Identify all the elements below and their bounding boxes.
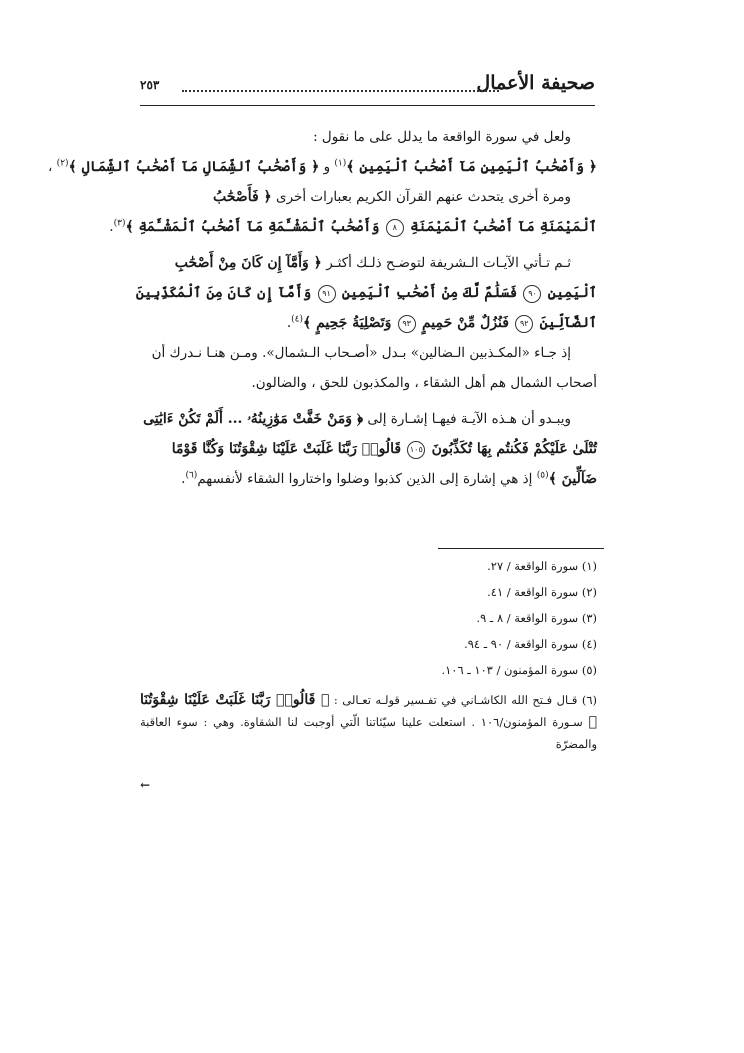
text-line — [109, 212, 597, 242]
quran-quote: ﴿ فَأَصْحَٰبُ — [213, 189, 272, 205]
quran-quote: فَنُزُلٌ مِّنْ حَمِيمٍ — [421, 315, 509, 331]
footnote-ref: (١) — [334, 158, 347, 169]
footnote: (٤) سورة الواقعة / ٩٠ ـ ٩٤. — [464, 637, 597, 651]
ayah-number-marker: ٨ — [386, 219, 404, 237]
text-line: ولعل في سورة الواقعة ما يدلل على ما نقول : — [313, 129, 571, 145]
footnote: (٣) سورة الواقعة / ٨ ـ ٩. — [476, 611, 597, 625]
footnote-text: (٦) قـال فـتح الله الكاشـاني في تفـسير قولـه تعـالى : — [333, 693, 598, 707]
header-leader-dots — [182, 90, 499, 92]
ayah-number-marker: ٩٢ — [515, 315, 533, 333]
paragraph-6 — [140, 404, 597, 494]
text-line — [140, 182, 597, 212]
punctuation: ، — [48, 159, 57, 175]
paragraph-1 — [140, 122, 597, 152]
quran-quote: ﴿ وَمَنْ خَفَّتْ مَوَٰزِينُهُۥ ... أَلَمْ تَكُنْ ءَايَٰتِى — [143, 411, 364, 427]
footnote-ref: (٤) — [291, 314, 304, 325]
quran-quote: قَالُوا۟ رَبَّنَا غَلَبَتْ عَلَيْنَا شِقْوَتُنَا وَكُنَّا قَوْمًا — [171, 441, 402, 457]
body-text: ومرة أخرى يتحدث عنهم القرآن الكريم بعبارات أخرى — [276, 189, 571, 205]
quran-quote: ٱلْيَمِينِ — [547, 285, 597, 301]
quran-quote: ٱلْمَيْمَنَةِ مَآ أَصْحَٰبُ ٱلْمَيْمَنَةِ — [410, 219, 597, 235]
text-line — [135, 278, 597, 308]
quran-quote: ﴿ وَأَمَّآ إِن كَانَ مِنْ أَصْحَٰبِ — [174, 255, 322, 271]
body-text: ويبـدو أن هـذه الآيـة فيهـا إشـارة إلى — [367, 411, 571, 427]
body-text: ثـم تـأتي الآيـات الـشريفة لتوضـح ذلـك أكثـر — [326, 255, 571, 271]
running-header — [140, 72, 595, 106]
footnotes-separator — [438, 548, 604, 549]
quran-quote: فَسَلَٰمٌ لَّكَ مِنْ أَصْحَٰبِ ٱلْيَمِينِ — [341, 285, 518, 301]
text-line — [48, 152, 597, 182]
punctuation: . — [286, 315, 292, 331]
punctuation: . — [181, 471, 186, 487]
footnote: (٥) سورة المؤمنون / ١٠٣ ـ ١٠٦. — [441, 663, 597, 677]
paragraph-2 — [48, 152, 597, 182]
footnote: (٢) سورة الواقعة / ٤١. — [487, 585, 597, 599]
quran-quote: وَأَصْحَٰبُ ٱلْمَشْـَٔمَةِ مَآ أَصْحَٰبُ ٱلْمَشْـَٔمَةِ ﴾ — [125, 219, 380, 235]
text-line: أصحاب الشمال هم أهل الشقاء ، والمكذبون للحق ، والضالون. — [251, 375, 597, 391]
conjunction: و — [319, 159, 335, 175]
text-line — [140, 434, 597, 464]
footnote: (١) سورة الواقعة / ٢٧. — [487, 559, 597, 573]
quran-quote: وَتَصْلِيَةُ جَحِيمٍ ﴾ — [303, 315, 392, 331]
text-line — [140, 464, 597, 494]
continue-arrow-icon: ← — [140, 778, 151, 792]
paragraph-3 — [109, 182, 597, 242]
header-title: صحيفة الأعمال — [476, 72, 595, 94]
text-line — [140, 404, 597, 434]
main-text — [48, 122, 597, 494]
footnote-long — [140, 689, 597, 755]
page-number: ٢٥٣ — [140, 78, 160, 92]
paragraph-4 — [135, 248, 597, 338]
footnotes — [140, 553, 597, 755]
footnote-ref: (٢) — [56, 158, 69, 169]
quran-quote: وَأَمَّآ إِن كَانَ مِنَ ٱلْمُكَذِّبِينَ — [135, 285, 312, 301]
ayah-number-marker: ٩٠ — [523, 285, 541, 303]
ayah-number-marker: ١٠٥ — [407, 441, 425, 459]
paragraph-5 — [140, 338, 597, 398]
text-line — [140, 308, 597, 338]
footnote-text: سـورة المؤمنون/١٠٦ . استعلت علينا سيّئاتنا الّتي أوجبت لنا الشقاوة. وهي : سوء العاقبة والمضرّة — [140, 715, 597, 751]
header-rule — [140, 105, 595, 106]
quran-quote: ضَآلِّينَ ﴾ — [548, 471, 597, 487]
text-line — [140, 248, 597, 278]
body-text: إذ هي إشارة إلى الذين كذبوا وضلوا واختاروا الشقاء لأنفسهم — [197, 471, 537, 487]
footnote-ref: (٣) — [113, 218, 126, 229]
quran-quote: ﴿ وَأَصْحَٰبُ ٱلشِّمَالِ مَآ أَصْحَٰبُ ٱلشِّمَالِ ﴾ — [68, 159, 320, 175]
ayah-number-marker: ٩١ — [318, 285, 336, 303]
punctuation: . — [109, 219, 114, 235]
quran-quote: تُتْلَىٰ عَلَيْكُمْ فَكُنتُم بِهَا تُكَذِّبُونَ — [431, 441, 597, 457]
text-line: إذ جـاء «المكـذبين الـضالين» بـدل «أصـحاب الـشمال». ومـن هنـا نـدرك أن — [151, 345, 571, 361]
footnote-ref: (٥) — [536, 470, 549, 481]
ayah-number-marker: ٩٣ — [398, 315, 416, 333]
footnote-ref: (٦) — [185, 470, 198, 481]
quran-quote: ﴿ وَأَصْحَٰبُ ٱلْيَمِينِ مَآ أَصْحَٰبُ ٱلْيَمِينِ ﴾ — [346, 159, 597, 175]
quran-quote: ﴿ قَالُوا۟ رَبَّنَا غَلَبَتْ عَلَيْنَا شِقْوَتُنَا ﴾ — [140, 692, 598, 730]
quran-quote: ٱلضَّآلِّينَ — [539, 315, 597, 331]
